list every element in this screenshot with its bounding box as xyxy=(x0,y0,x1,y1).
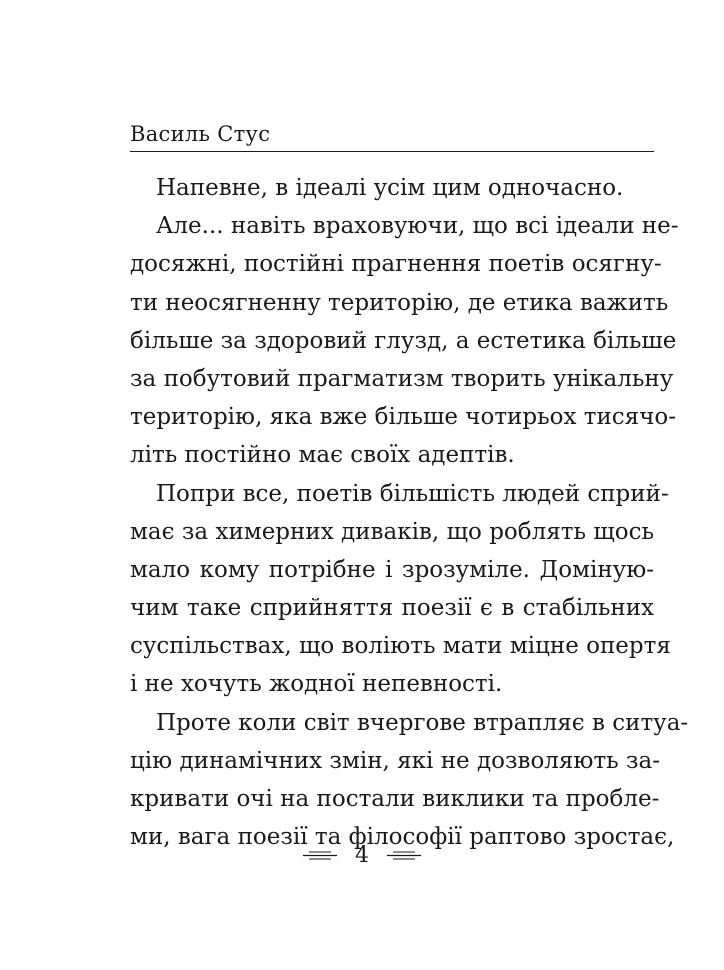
header-rule xyxy=(130,151,654,152)
text-line: більше за здоровий глузд, а естетика більше xyxy=(130,327,677,354)
body-text xyxy=(130,169,689,856)
text-line: мало кому потрібне і зрозуміле. Доміную- xyxy=(130,556,654,583)
text-line: досяжні, постійні прагнення поетів осягну- xyxy=(130,251,662,278)
running-head: Василь Стус xyxy=(130,122,271,146)
page-number: 4 xyxy=(355,843,369,868)
text-line: Проте коли світ вчергове втрапляє в ситуа- xyxy=(156,709,689,736)
text-line: Попри все, поетів більшість людей сприй- xyxy=(156,480,669,507)
text-line: має за химерних диваків, що роблять щось xyxy=(130,518,654,545)
text-line: Але... навіть враховуючи, що всі ідеали не- xyxy=(156,213,679,240)
text-line: чим таке сприйняття поезії є в стабільних xyxy=(130,595,654,622)
text-line: цію динамічних змін, які не дозволяють за- xyxy=(130,747,661,774)
text-line: Напевне, в ідеалі усім цим одночасно. xyxy=(156,175,624,201)
text-line: суспільствах, що воліють мати міцне опертя xyxy=(130,633,671,660)
left-ornament-icon xyxy=(301,851,339,860)
page-footer xyxy=(0,843,724,868)
text-line: ми, вага поезії та філософії раптово зростає, xyxy=(130,824,675,851)
text-line: територію, яка вже більше чотирьох тисячо- xyxy=(130,404,677,431)
text-line: літь постійно має своїх адептів. xyxy=(130,442,515,469)
text-line: і не хочуть жодної непевності. xyxy=(130,671,503,698)
text-line: за побутовий прагматизм творить унікальну xyxy=(130,365,674,392)
text-line: ти неосягненну територію, де етика важить xyxy=(130,289,669,316)
right-ornament-icon xyxy=(385,851,423,860)
text-line: кривати очі на постали виклики та пробле- xyxy=(130,786,660,812)
